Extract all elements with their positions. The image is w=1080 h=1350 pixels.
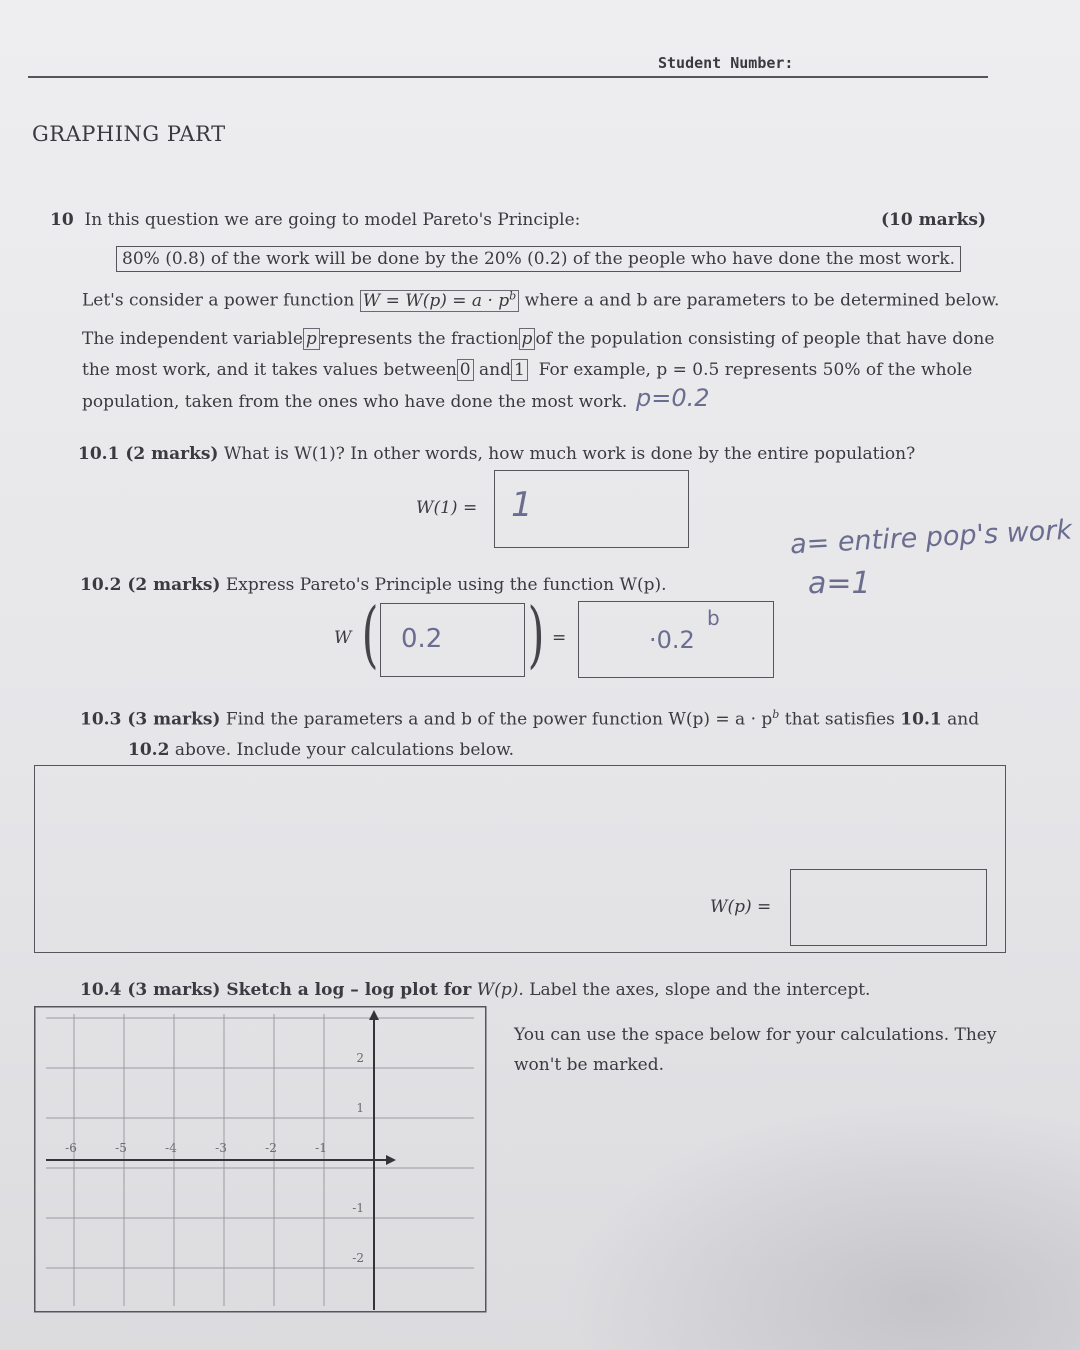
q10-1-answer-box[interactable]	[494, 470, 689, 548]
x-tick-label: -4	[165, 1141, 177, 1155]
function-expr-text: W = W(p) = a · p	[362, 290, 510, 311]
hand-note-2: a=1	[808, 566, 871, 601]
x-tick-label: -1	[315, 1141, 327, 1155]
q10-3-text-1-tail: that satisfies	[784, 709, 895, 730]
y-axis-arrow	[369, 1010, 379, 1020]
y-tick-label: 1	[356, 1101, 364, 1115]
x-tick-label: -5	[115, 1141, 127, 1155]
ind-and: and	[479, 360, 511, 380]
q10-3-text-1: Find the parameters a and b of the power function W(p) = a · p	[225, 709, 773, 730]
val-1: 1	[511, 359, 528, 381]
question-intro	[50, 210, 990, 230]
q10-3-exp: b	[772, 708, 780, 721]
consider-text: Let's consider a power function	[82, 290, 355, 311]
q10-1-line	[78, 444, 915, 464]
handwritten-p: p=0.2	[636, 384, 710, 412]
ind-line2b: For example, p = 0.5 represents 50% of the whole	[538, 360, 973, 380]
tick-labels	[65, 1051, 364, 1265]
q10-1-text: What is W(1)? In other words, how much work is done by the entire population?	[223, 444, 916, 464]
q10-1-label: 10.1 (2 marks)	[78, 444, 219, 464]
q10-1-answer: 1	[511, 485, 533, 525]
ind-var: p	[303, 328, 320, 350]
q10-2-output-answer: ·0.2	[649, 626, 695, 654]
ind-line-1	[82, 329, 994, 349]
q10-3-line-1	[80, 708, 979, 730]
q10-2-output-box[interactable]	[578, 601, 774, 678]
student-number-label: Student Number:	[658, 54, 794, 72]
x-tick-label: -3	[215, 1141, 227, 1155]
ind-line2a: the most work, and it takes values between	[82, 360, 457, 380]
left-paren: (	[361, 592, 379, 676]
q10-2-label: 10.2 (2 marks)	[80, 575, 221, 595]
consider-tail: where a and b are parameters to be determined below.	[524, 290, 1000, 311]
x-tick-label: -6	[65, 1141, 77, 1155]
question-number: 10	[50, 210, 74, 230]
header-rule	[28, 76, 988, 78]
question-intro-text: In this question we are going to model Pareto's Principle:	[84, 210, 581, 230]
q10-3-answer-box[interactable]	[790, 869, 987, 946]
q10-2-input-box[interactable]	[380, 603, 525, 677]
function-exp: b	[509, 289, 517, 302]
q10-2-text: Express Pareto's Principle using the function W(p).	[225, 575, 667, 595]
ind-line1b: represents the fraction	[319, 329, 519, 349]
q10-3-ref1: 10.1	[900, 709, 942, 730]
y-tick-label: -1	[352, 1201, 364, 1215]
ind-line1c: of the population consisting of people that have done	[535, 329, 995, 349]
right-paren: )	[527, 592, 545, 676]
question-marks: (10 marks)	[881, 210, 986, 230]
ind-line-3	[82, 392, 627, 412]
q10-2-w-label: W	[334, 628, 352, 648]
ind-line1a: The independent variable	[82, 329, 303, 349]
photo-shadow	[560, 1100, 1080, 1350]
val-0: 0	[457, 359, 474, 381]
q10-4-line	[80, 980, 870, 1000]
q10-3-answer-label: W(p) =	[710, 897, 772, 917]
q10-4-text: Label the axes, slope and the intercept.	[529, 980, 871, 1000]
q10-2-output-exp: b	[707, 606, 720, 630]
q10-3-line-2	[128, 740, 514, 760]
y-tick-label: -2	[352, 1251, 364, 1265]
ind-line-2	[82, 360, 972, 380]
ind-var-2: p	[519, 328, 536, 350]
side-note-line-1: You can use the space below for your calculations. They	[514, 1025, 997, 1045]
q10-3-label: 10.3 (3 marks)	[80, 709, 221, 730]
axes	[46, 1010, 396, 1310]
section-title: GRAPHING PART	[32, 122, 226, 146]
x-tick-label: -2	[265, 1141, 277, 1155]
function-expr	[360, 290, 519, 312]
principle-text: 80% (0.8) of the work will be done by the 20% (0.2) of the people who have done the most work.	[122, 249, 955, 269]
q10-3-text-2: above. Include your calculations below.	[174, 740, 515, 760]
q10-4-label: 10.4 (3 marks) Sketch a log – log plot for	[80, 980, 472, 1000]
loglog-graph[interactable]	[34, 1006, 488, 1314]
q10-4-func: W(p).	[476, 980, 524, 1000]
ind-line3: population, taken from the ones who have done the most work.	[82, 392, 628, 412]
consider-line	[82, 289, 999, 311]
x-axis-arrow	[386, 1155, 396, 1165]
q10-2-equals: =	[552, 628, 567, 648]
q10-1-eq-label: W(1) =	[416, 498, 478, 518]
principle-box	[116, 246, 961, 272]
side-note-line-2: won't be marked.	[514, 1055, 665, 1075]
y-tick-label: 2	[356, 1051, 364, 1065]
q10-3-and: and	[947, 709, 980, 730]
q10-3-ref2: 10.2	[128, 740, 170, 760]
hand-note-1: a= entire pop's work	[789, 514, 1073, 561]
side-note	[514, 1020, 996, 1080]
q10-2-input-answer: 0.2	[401, 624, 443, 654]
